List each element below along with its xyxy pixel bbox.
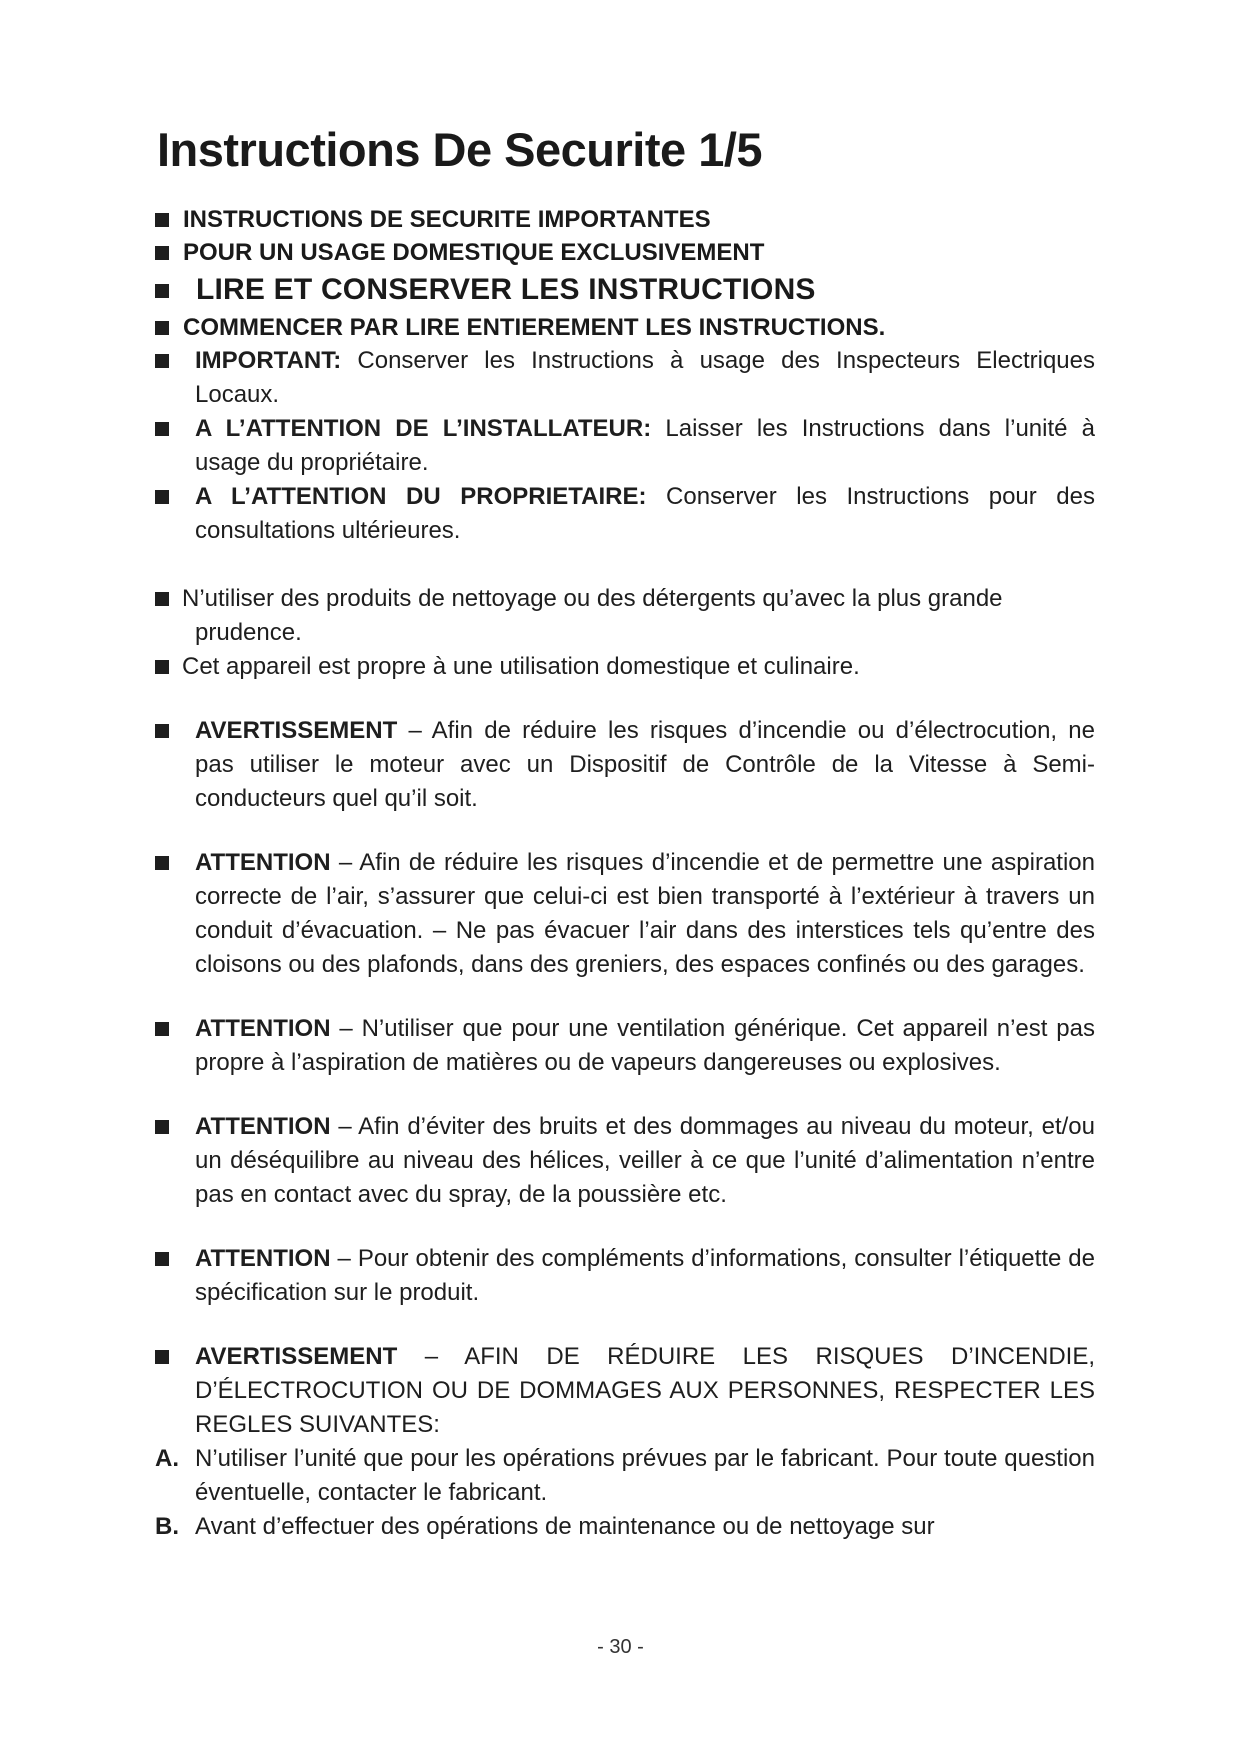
warning-item — [155, 1110, 1095, 1212]
final-warning-item — [155, 1340, 1095, 1442]
square-bullet-icon — [155, 354, 169, 368]
rule-letter: B. — [155, 1513, 179, 1540]
square-bullet-icon — [155, 490, 169, 504]
warning-item — [155, 1012, 1095, 1080]
note-text: Conserver les Instructions pour des consultations ultérieures. — [195, 483, 1095, 544]
square-bullet-icon — [155, 856, 169, 870]
warning-text: – N’utiliser que pour une ventilation générique. Cet appareil n’est pas propre à l’aspiration de matières ou de vapeurs dangereuses ou explosives. — [195, 1015, 1095, 1076]
warning-label: ATTENTION — [195, 1015, 331, 1042]
square-bullet-icon — [155, 660, 169, 674]
note-item — [155, 344, 1095, 412]
warning-label: ATTENTION — [195, 849, 331, 876]
header-line: POUR UN USAGE DOMESTIQUE EXCLUSIVEMENT — [155, 236, 1095, 269]
square-bullet-icon — [155, 321, 169, 335]
plain-text: Cet appareil est propre à une utilisation domestique et culinaire. — [182, 653, 860, 680]
final-warning-text: – AFIN DE RÉDUIRE LES RISQUES D’INCENDIE, D’ÉLECTROCUTION OU DE DOMMAGES AUX PERSONNES, RESPECTER LES REGLES SUIVANTES: — [195, 1343, 1095, 1438]
rule-text: Avant d’effectuer des opérations de maintenance ou de nettoyage sur — [195, 1513, 935, 1540]
square-bullet-icon — [155, 246, 169, 260]
plain-text: N’utiliser des produits de nettoyage ou des détergents qu’avec la plus grande — [182, 585, 1003, 612]
header-line: INSTRUCTIONS DE SECURITE IMPORTANTES — [155, 203, 1095, 236]
note-item — [155, 412, 1095, 480]
note-item — [155, 480, 1095, 548]
note-text: Laisser les Instructions dans l’unité à usage du propriétaire. — [195, 415, 1096, 476]
safety-instructions — [155, 203, 1095, 1544]
plain-item — [155, 650, 1095, 684]
note-label: IMPORTANT: — [195, 347, 342, 374]
square-bullet-icon — [155, 1252, 169, 1266]
plain-item — [155, 582, 1095, 650]
warning-text: – Afin de réduire les risques d’incendie et de permettre une aspiration correcte de l’air, s’assurer que celui-ci est bien transporté à l’extérieur à travers un conduit d’évacuation. – Ne pas évacuer l’air dans des interstices tels qu’entre des cloisons ou des plafonds, dans des greniers, des espaces confinés ou des garages. — [195, 849, 1095, 978]
note-text: Conserver les Instructions à usage des Inspecteurs Electriques Locaux. — [195, 347, 1095, 408]
warning-label: ATTENTION — [195, 1113, 331, 1140]
rule-text: N’utiliser l’unité que pour les opérations prévues par le fabricant. Pour toute question éventuelle, contacter le fabricant. — [195, 1445, 1095, 1506]
square-bullet-icon — [155, 284, 169, 298]
warning-label: AVERTISSEMENT — [195, 717, 398, 744]
warning-label: ATTENTION — [195, 1245, 331, 1272]
rule-item — [155, 1510, 1095, 1544]
warning-text: – Afin d’éviter des bruits et des dommages au niveau du moteur, et/ou un déséquilibre au niveau des hélices, veiller à ce que l’unité d’alimentation n’entre pas en contact avec du spray, de la poussière etc. — [195, 1113, 1095, 1208]
plain-text: prudence. — [195, 619, 302, 646]
warning-text: – Pour obtenir des compléments d’informations, consulter l’étiquette de spécification sur le produit. — [195, 1245, 1095, 1306]
square-bullet-icon — [155, 1350, 169, 1364]
warning-item — [155, 714, 1095, 816]
square-bullet-icon — [155, 1022, 169, 1036]
square-bullet-icon — [155, 213, 169, 227]
warning-text: – Afin de réduire les risques d’incendie ou d’électrocution, ne pas utiliser le moteur avec un Dispositif de Contrôle de la Vitesse à Semi-conducteurs quel qu’il soit. — [195, 717, 1095, 812]
rule-item — [155, 1442, 1095, 1510]
header-line: LIRE ET CONSERVER LES INSTRUCTIONS — [155, 269, 1095, 311]
square-bullet-icon — [155, 422, 169, 436]
rule-letter: A. — [155, 1445, 179, 1472]
header-line: COMMENCER PAR LIRE ENTIEREMENT LES INSTRUCTIONS. — [155, 311, 1095, 344]
square-bullet-icon — [155, 592, 169, 606]
page-title: Instructions De Securite 1/5 — [157, 123, 763, 176]
square-bullet-icon — [155, 1120, 169, 1134]
square-bullet-icon — [155, 724, 169, 738]
page-number: - 30 - — [597, 1636, 644, 1658]
final-warning-label: AVERTISSEMENT — [195, 1343, 398, 1370]
note-label: A L’ATTENTION DE L’INSTALLATEUR: — [195, 415, 652, 442]
warning-item — [155, 846, 1095, 982]
note-label: A L’ATTENTION DU PROPRIETAIRE: — [195, 483, 647, 510]
warning-item — [155, 1242, 1095, 1310]
